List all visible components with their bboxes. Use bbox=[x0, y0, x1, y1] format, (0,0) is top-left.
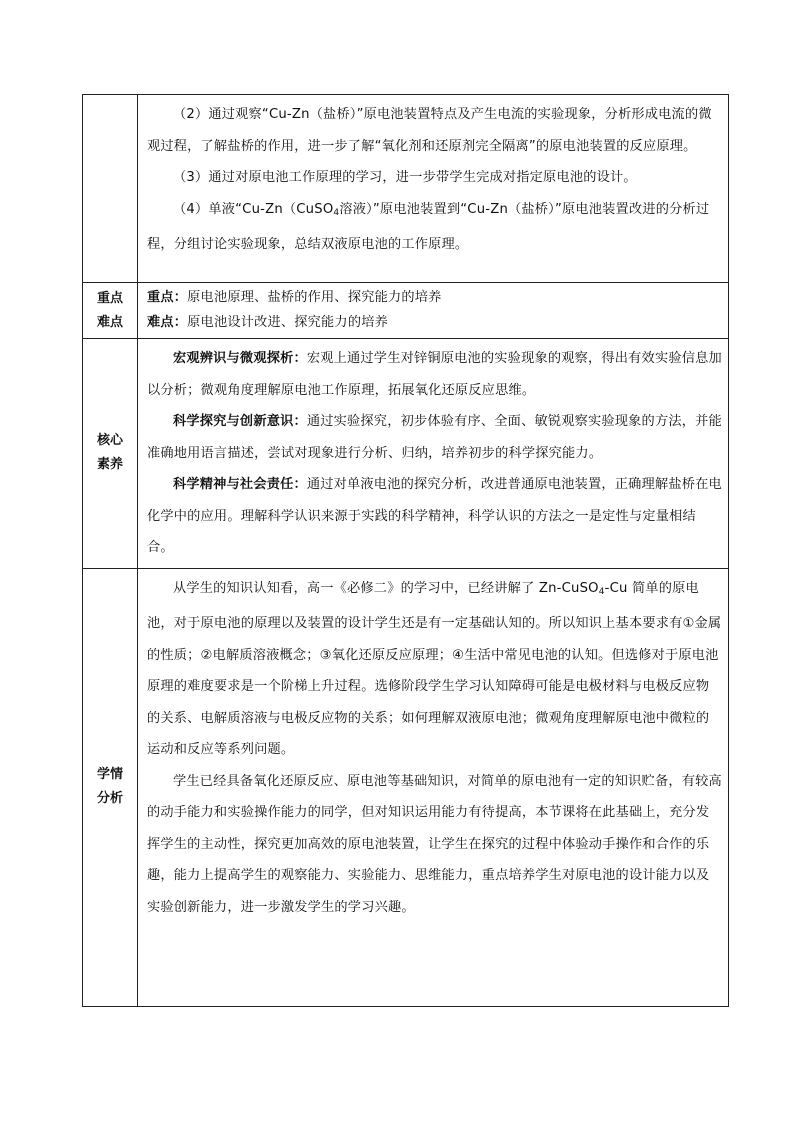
core-item-1 bbox=[147, 343, 722, 406]
core-label-line1: 核心 bbox=[96, 433, 123, 449]
goals-content-cell bbox=[138, 95, 729, 283]
analysis-paragraph-1-subscript: 4 bbox=[598, 586, 605, 597]
goal-item-4-suffix: 溶液）”原电池装置到“Cu-Zn（盐桥）”原电池装置改进的分析过程，分组讨论实验现象，总结双液原电池的工作原理。 bbox=[147, 201, 710, 252]
analysis-paragraph-2: 学生已经具备氧化还原反应、原电池等基础知识，对简单的原电池有一定的知识贮备，有较高的动手能力和实验操作能力的同学，但对知识运用能力有待提高，本节课将在此基础上，充分发挥学生的主动性，探究更加高效的原电池装置，让学生在探究的过程中体验动手操作和合作的乐趣，能力上提高学生的观察能力、实验能力、思维能力，重点培养学生对原电池的设计能力以及实验创新能力，进一步激发学生的学习兴趣。 bbox=[147, 773, 722, 915]
key-point-line bbox=[147, 285, 722, 310]
difficult-point-line bbox=[147, 310, 722, 335]
focus-label-line2: 难点 bbox=[96, 314, 123, 330]
focus-row bbox=[83, 283, 729, 339]
goal-item-2: （2）通过观察“Cu-Zn（盐桥）”原电池装置特点及产生电流的实验现象，分析形成电流的微观过程，了解盐桥的作用，进一步了解“氧化剂和还原剂完全隔离”的原电池装置的反应原理。 bbox=[147, 107, 712, 154]
core-item-2-title: 科学探究与创新意识： bbox=[173, 414, 307, 429]
analysis-paragraph-1 bbox=[147, 573, 722, 766]
focus-content-cell bbox=[138, 283, 729, 339]
analysis-label-cell bbox=[83, 568, 138, 1006]
core-item-3-title: 科学精神与社会责任： bbox=[173, 477, 307, 492]
analysis-label-line1: 学情 bbox=[96, 767, 123, 782]
core-item-3-text: 通过对单液电池的探究分析，改进普通原电池装置，正确理解盐桥在电化学中的应用。理解科学认识来源于实践的科学精神，科学认识的方法之一是定性与定量相结合。 bbox=[147, 477, 722, 555]
student-analysis-row bbox=[83, 568, 729, 1006]
core-item-1-text: 宏观上通过学生对锌铜原电池的实验现象的观察，得出有效实验信息加以分析；微观角度理解原电池工作原理，拓展氧化还原反应思维。 bbox=[147, 351, 722, 398]
difficult-point-text: 原电池设计改进、探究能力的培养 bbox=[187, 315, 388, 330]
key-point-label: 重点： bbox=[147, 290, 188, 305]
core-content-cell bbox=[138, 339, 729, 569]
goal-item-4 bbox=[147, 194, 722, 261]
focus-label-cell bbox=[83, 283, 138, 339]
core-item-1-title: 宏观辨识与微观探析： bbox=[173, 351, 307, 366]
goal-item-4-prefix: （4）单液“Cu-Zn（CuSO bbox=[173, 201, 334, 217]
core-item-2-text: 通过实验探究，初步体验有序、全面、敏锐观察实验现象的方法，并能准确地用语言描述，尝试对现象进行分析、归纳，培养初步的科学探究能力。 bbox=[147, 414, 722, 461]
core-item-3 bbox=[147, 469, 722, 564]
analysis-label-line2: 分析 bbox=[96, 791, 123, 806]
goal-item-4-subscript: 4 bbox=[333, 207, 340, 218]
analysis-paragraph-1-prefix: 从学生的知识认知看，高一《必修二》的学习中，已经讲解了 Zn-CuSO bbox=[173, 580, 599, 596]
focus-label-line1: 重点 bbox=[96, 290, 123, 306]
core-literacy-row bbox=[83, 339, 729, 569]
analysis-paragraph-1-suffix: -Cu 简单的原电池，对于原电池的原理以及装置的设计学生还是有一定基础认知的。所以知识上基本要求有①金属的性质；②电解质溶液概念；③氧化还原反应原理；④生活中常见电池的认知。但选修对于原电池原理的难度要求是一个阶梯上升过程。选修阶段学生学习认知障碍可能是电极材料与电极反应物的关系、电解质溶液与电极反应物的关系；如何理解双液原电池；微观角度理解原电池中微粒的运动和反应等系列问题。 bbox=[147, 580, 722, 757]
analysis-content-cell bbox=[138, 568, 729, 1006]
goals-row bbox=[83, 95, 729, 283]
difficult-point-label: 难点： bbox=[147, 315, 188, 330]
goal-item-3: （3）通过对原电池工作原理的学习，进一步带学生完成对指定原电池的设计。 bbox=[173, 170, 637, 185]
core-label-cell bbox=[83, 339, 138, 569]
key-point-text: 原电池原理、盐桥的作用、探究能力的培养 bbox=[187, 290, 442, 305]
core-label-line2: 素养 bbox=[96, 457, 123, 473]
core-item-2 bbox=[147, 406, 722, 469]
goals-label-cell bbox=[83, 95, 138, 283]
lesson-plan-table bbox=[82, 94, 729, 1007]
